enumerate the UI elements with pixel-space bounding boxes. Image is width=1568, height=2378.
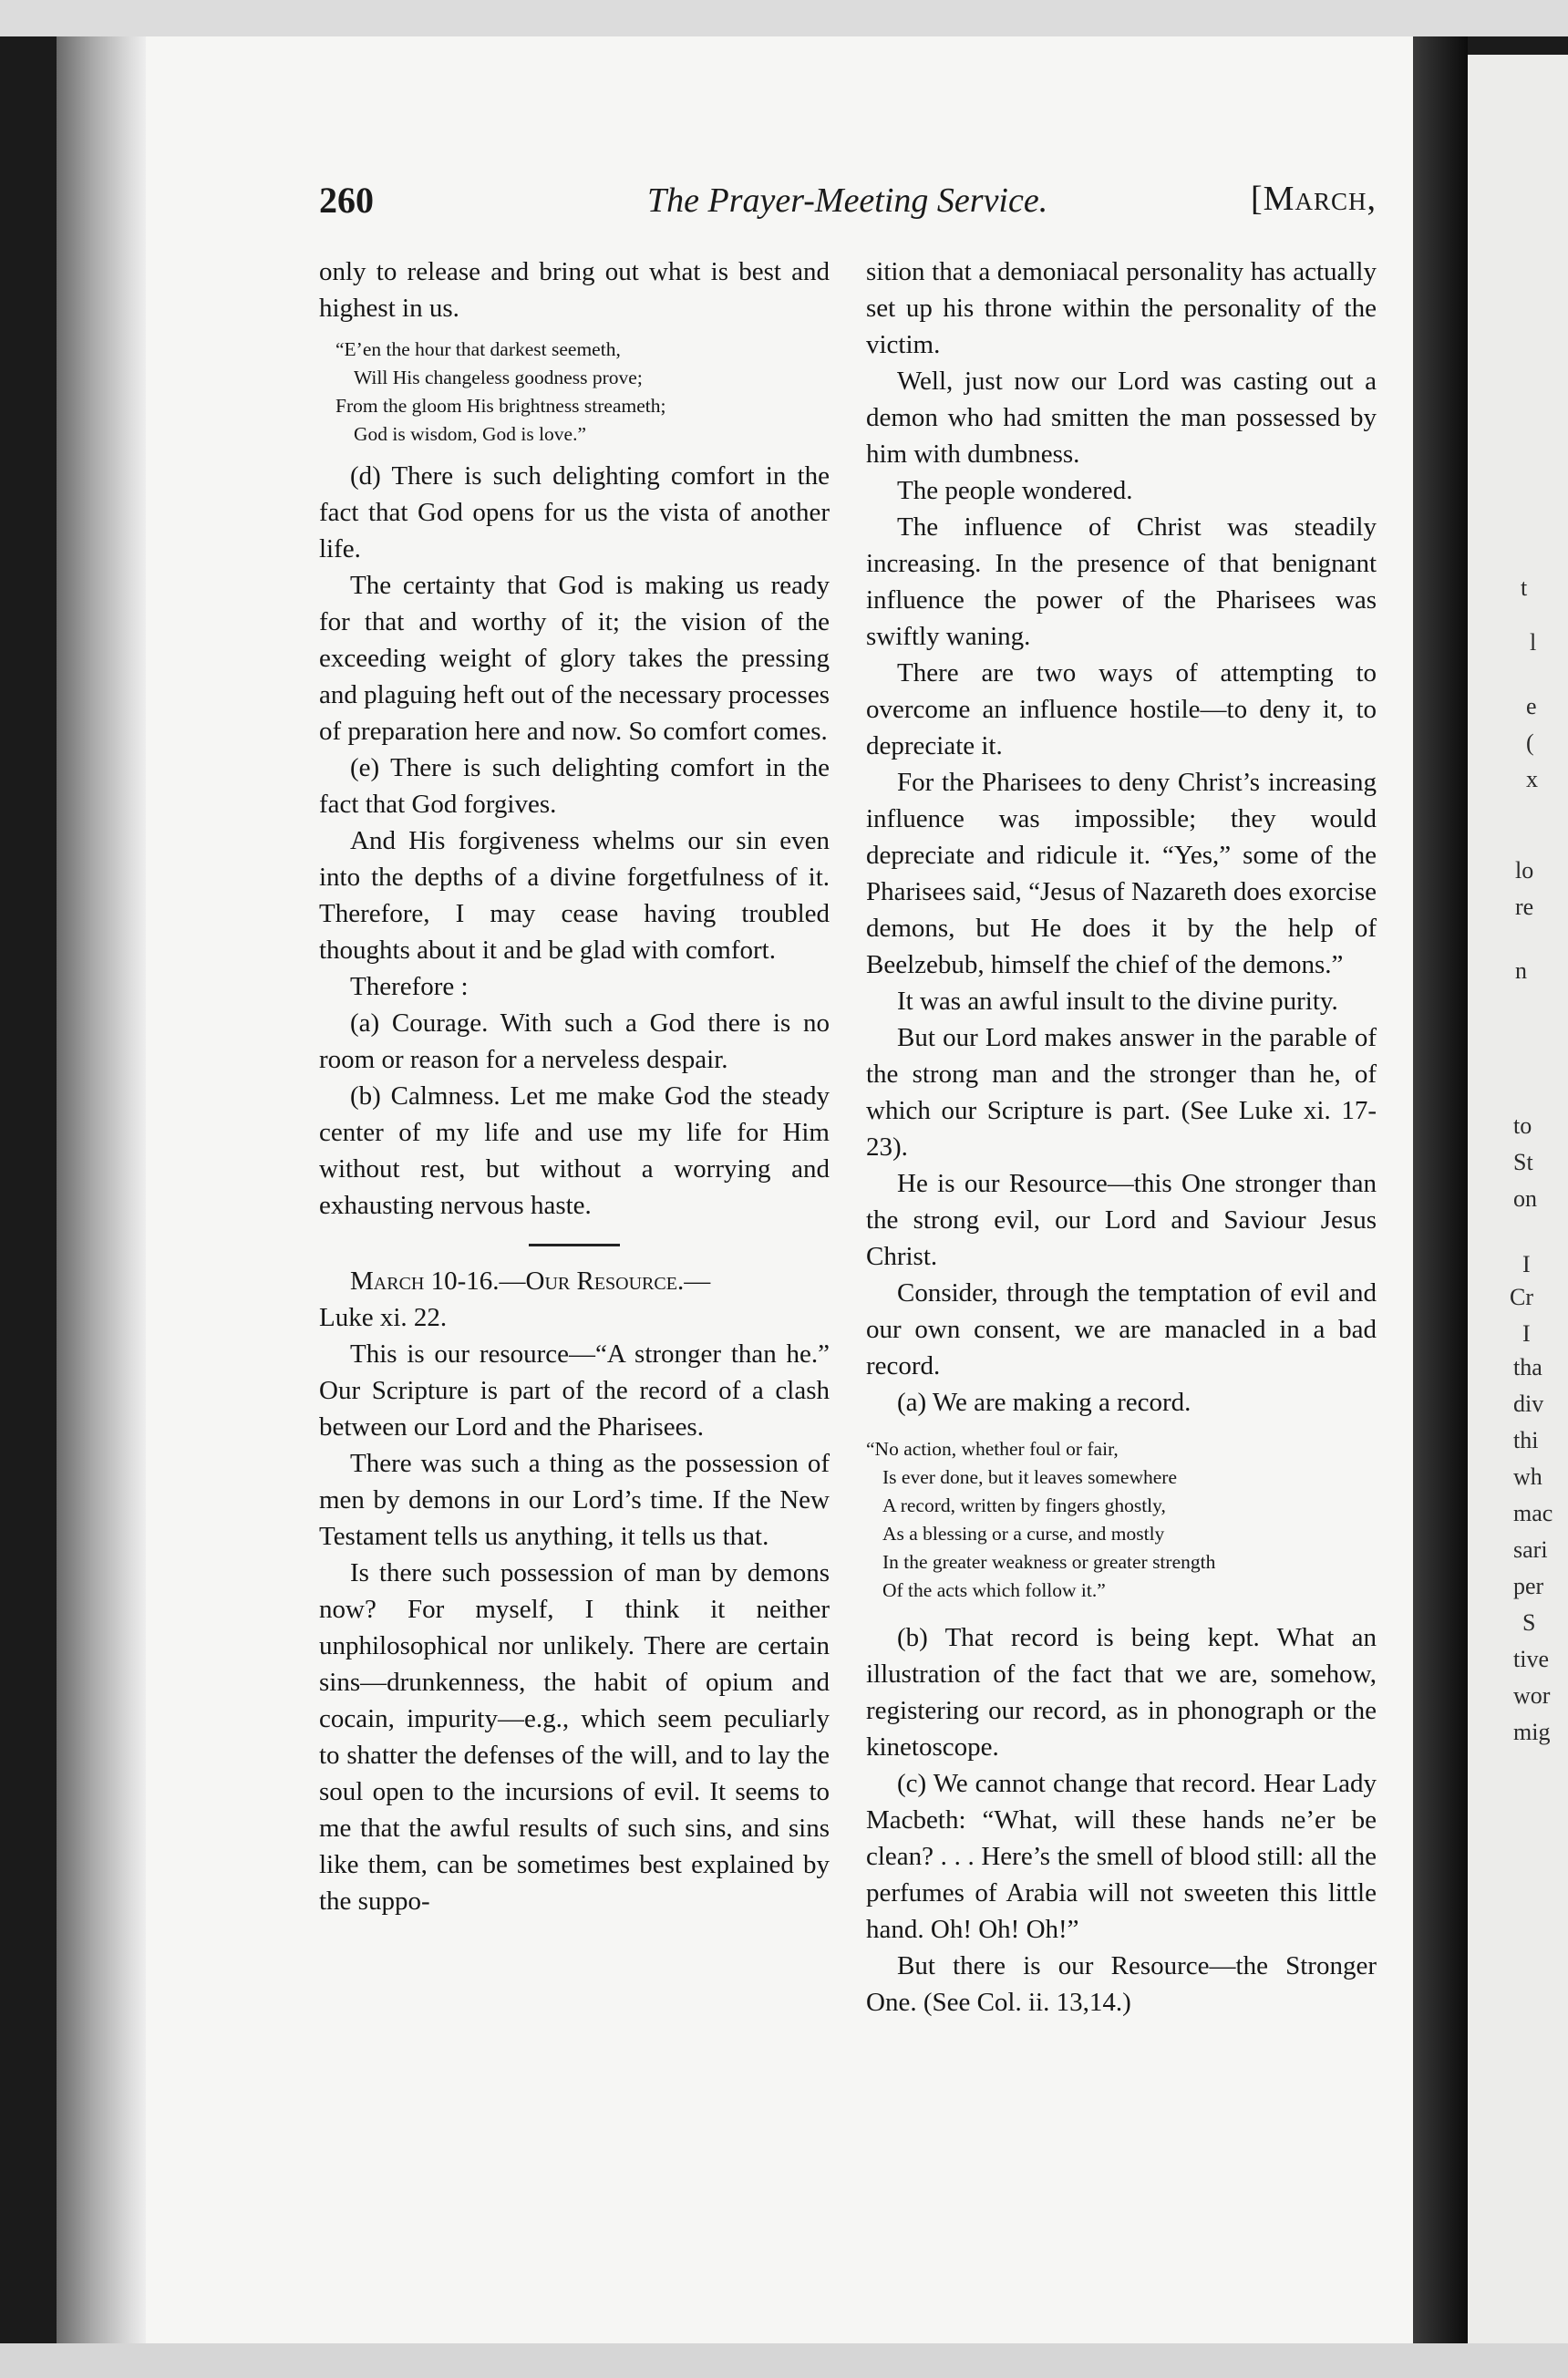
paragraph: (e) There is such delighting comfort in the fact that God forgives. — [319, 753, 830, 819]
fragment-text: thi — [1513, 1427, 1539, 1453]
paragraph: only to release and bring out what is best and highest in us. — [319, 257, 830, 323]
fragment-text: re — [1515, 894, 1534, 920]
poem-line: God is wisdom, God is love.” — [354, 423, 587, 445]
section-heading: March 10-16.—Our Resource.— — [350, 1267, 711, 1296]
paragraph: Consider, through the temptation of evil and our own consent, we are manacled in a bad record. — [866, 1278, 1377, 1380]
right-column — [866, 253, 1377, 2021]
fragment-text: on — [1513, 1185, 1537, 1212]
fragment-text: mig — [1513, 1719, 1551, 1745]
fragment-text: l — [1530, 629, 1537, 656]
paragraph: But there is our Resource—the Stronger One. (See Col. ii. 13,14.) — [866, 1951, 1377, 2017]
paragraph: The certainty that God is making us ready for that and worthy of it; the vision of the exceeding weight of glory takes the pressing and plaguing heft out of the necessary processes of preparation here and now. So comfort comes. — [319, 571, 830, 746]
paragraph: (a) We are making a record. — [897, 1388, 1191, 1417]
paragraph: It was an awful insult to the divine purity. — [897, 987, 1338, 1016]
page-number: 260 — [319, 180, 374, 221]
running-title: The Prayer-Meeting Service. — [647, 181, 1048, 220]
paragraph: He is our Resource—this One stronger than the strong evil, our Lord and Saviour Jesus Christ. — [866, 1169, 1377, 1271]
paragraph: And His forgiveness whelms our sin even into the depths of a divine forgetfulness of it. Therefore, I may cease having troubled thoughts about it and be glad with comfort. — [319, 826, 830, 965]
poem-quote — [866, 1435, 1377, 1605]
paragraph: (b) That record is being kept. What an illustration of the fact that we are, somehow, registering our record, as in phonograph or the kinetoscope. — [866, 1623, 1377, 1762]
fragment-text: ( — [1526, 729, 1534, 756]
fragment-text: div — [1513, 1391, 1544, 1417]
poem-quote — [319, 336, 830, 449]
fragment-text: tive — [1513, 1646, 1549, 1672]
fragment-text: Cr — [1510, 1284, 1533, 1310]
paragraph: (c) We cannot change that record. Hear Lady Macbeth: “What, will these hands ne’er be clean? . . . Here’s the smell of blood still: all the perfumes of Arabia will not sweeten this little hand. Oh! Oh! Oh!” — [866, 1769, 1377, 1944]
scan-bottom-margin — [0, 2343, 1568, 2378]
poem-line: A record, written by fingers ghostly, — [882, 1494, 1166, 1516]
poem-line: “E’en the hour that darkest seemeth, — [335, 338, 621, 360]
paragraph: (b) Calmness. Let me make God the steady center of my life and use my life for Him without rest, but without a worrying and exhausting nervous haste. — [319, 1081, 830, 1220]
paragraph: (d) There is such delighting comfort in the fact that God opens for us the vista of another life. — [319, 461, 830, 563]
running-header — [319, 179, 1377, 224]
section-reference: Luke xi. 22. — [319, 1303, 448, 1332]
paragraph: sition that a demoniacal personality has actually set up his throne within the personality of the victim. — [866, 257, 1377, 359]
fragment-text: tha — [1513, 1354, 1542, 1380]
adjacent-page-fragment — [1468, 55, 1568, 2343]
fragment-text: mac — [1513, 1500, 1553, 1526]
running-month: [March, — [1251, 180, 1377, 218]
paragraph: This is our resource—“A stronger than he.” Our Scripture is part of the record of a clash between our Lord and the Pharisees. — [319, 1339, 830, 1442]
poem-line: Is ever done, but it leaves somewhere — [882, 1466, 1177, 1488]
fragment-text: lo — [1515, 857, 1534, 884]
section-divider — [529, 1244, 620, 1246]
poem-line: “No action, whether foul or fair, — [866, 1438, 1119, 1460]
paragraph: (a) Courage. With such a God there is no room or reason for a nerveless despair. — [319, 1008, 830, 1074]
fragment-text: to — [1513, 1112, 1532, 1139]
paragraph: But our Lord makes answer in the parable of the strong man and the stronger than he, of which our Scripture is part. (See Luke xi. 17-23). — [866, 1023, 1377, 1162]
fragment-text: t — [1521, 574, 1528, 601]
paragraph: For the Pharisees to deny Christ’s increasing influence was impossible; they would depreciate and ridicule it. “Yes,” some of the Pharisees said, “Jesus of Nazareth does exorcise demons, but He does it by the help of Beelzebub, himself the chief of the demons.” — [866, 768, 1377, 979]
fragment-text: x — [1526, 766, 1538, 792]
scan-top-margin — [0, 0, 1568, 36]
paragraph: The influence of Christ was steadily increasing. In the presence of that benignant influence the power of the Pharisees was swiftly waning. — [866, 512, 1377, 651]
fragment-text: wh — [1513, 1463, 1542, 1490]
fragment-text: per — [1513, 1573, 1544, 1599]
fragment-text: wor — [1513, 1682, 1551, 1709]
poem-line: Of the acts which follow it.” — [882, 1579, 1106, 1601]
fragment-text: St — [1513, 1149, 1533, 1175]
fragment-text: I — [1522, 1251, 1531, 1277]
paragraph: The people wondered. — [897, 476, 1133, 505]
left-column — [319, 253, 830, 1919]
fragment-text: e — [1526, 693, 1537, 719]
fragment-text: sari — [1513, 1536, 1548, 1563]
poem-line: As a blessing or a curse, and mostly — [882, 1523, 1165, 1545]
page-left-edge — [57, 36, 146, 2343]
poem-line: From the gloom His brightness streameth; — [335, 395, 666, 417]
paragraph: Therefore : — [350, 972, 469, 1001]
book-gutter — [1413, 36, 1468, 2343]
paragraph: Well, just now our Lord was casting out a demon who had smitten the man possessed by him with dumbness. — [866, 367, 1377, 469]
paragraph: There was such a thing as the possession of men by demons in our Lord’s time. If the New Testament tells us anything, it tells us that. — [319, 1449, 830, 1551]
paragraph: There are two ways of attempting to overcome an influence hostile—to deny it, to depreciate it. — [866, 658, 1377, 760]
fragment-text: I — [1522, 1320, 1531, 1347]
fragment-text: n — [1515, 957, 1527, 984]
fragment-text: S — [1522, 1609, 1536, 1636]
poem-line: In the greater weakness or greater strength — [882, 1551, 1216, 1573]
paragraph: Is there such possession of man by demons now? For myself, I think it neither unphilosophical nor unlikely. There are certain sins—drunkenness, the habit of opium and cocain, impurity—e.g., which seem peculiarly to shatter the defenses of the will, and to lay the soul open to the incursions of evil. It seems to me that the awful results of such sins, and sins like them, can be sometimes best explained by the suppo- — [319, 1558, 830, 1916]
poem-line: Will His changeless goodness prove; — [354, 367, 643, 388]
